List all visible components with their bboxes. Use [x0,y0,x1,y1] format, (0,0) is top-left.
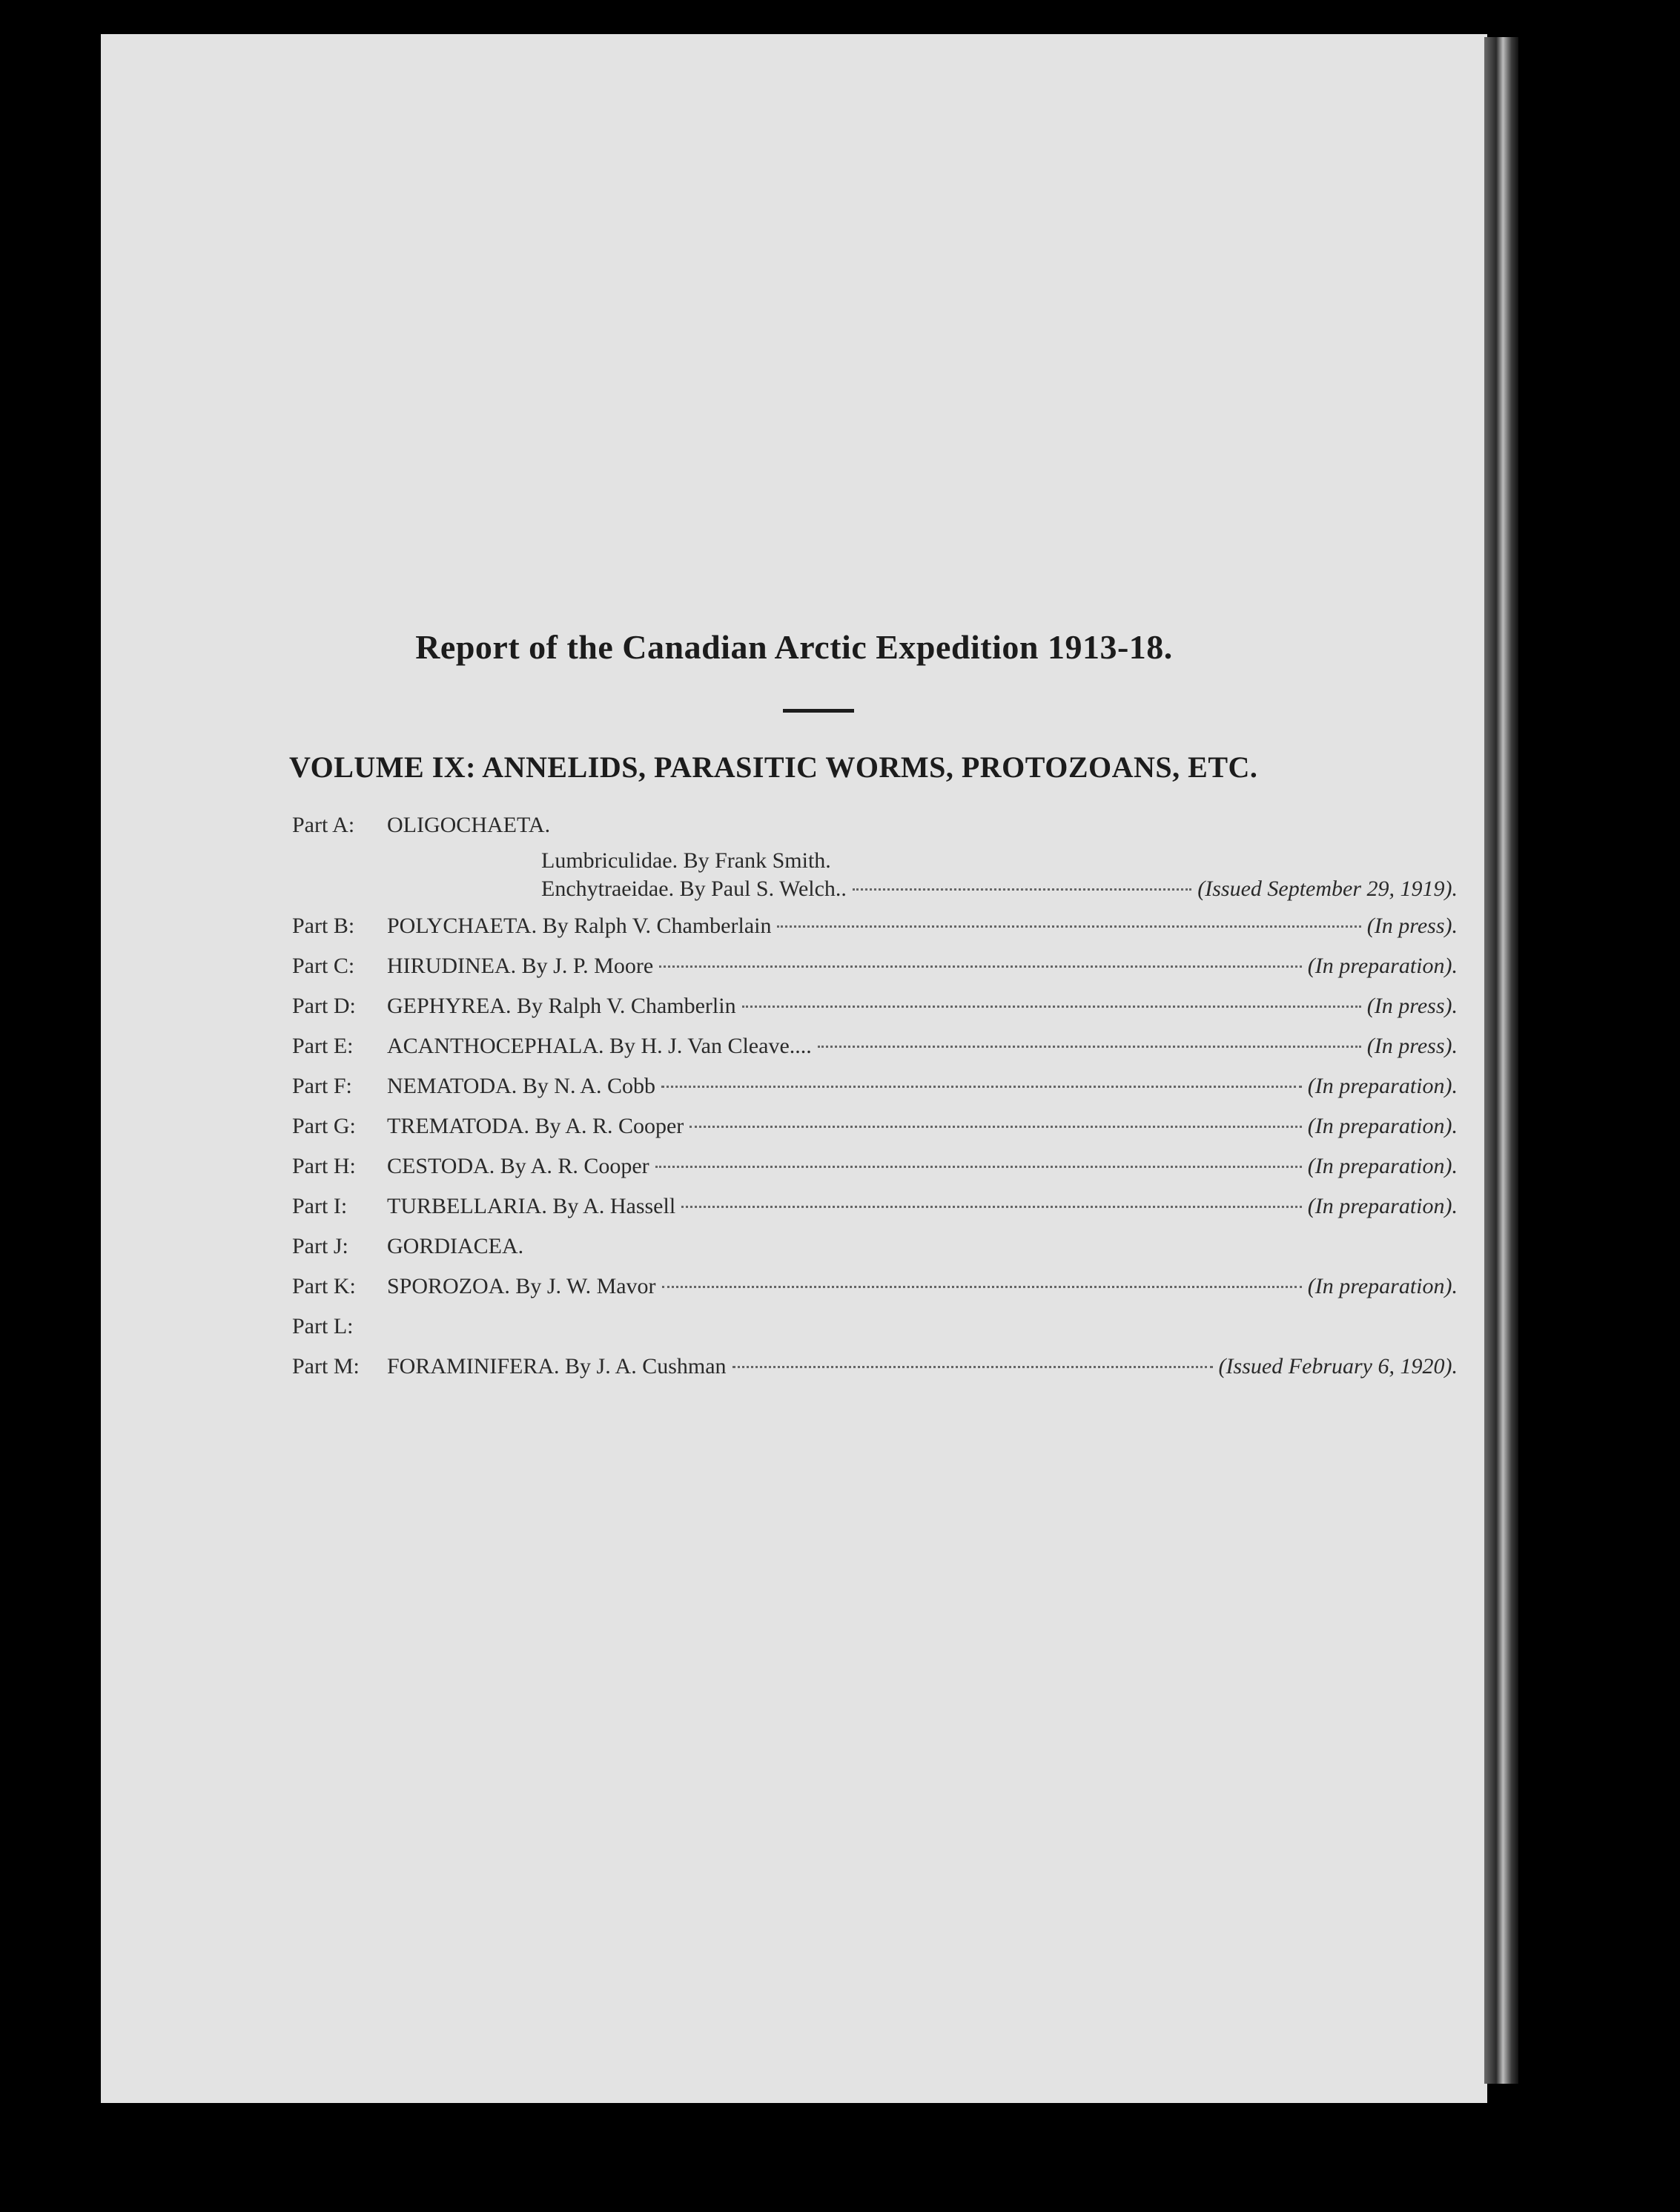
dot-leader [689,1126,1301,1128]
part-title: TREMATODA. By A. R. Cooper [387,1114,684,1138]
part-title: OLIGOCHAETA. [387,813,551,837]
part-title: GORDIACEA. [387,1234,524,1258]
dot-leader [777,925,1360,928]
part-title: HIRUDINEA. By J. P. Moore [387,954,654,978]
dot-leader [661,1086,1302,1088]
status-text: (In preparation). [1307,1154,1458,1178]
part-title: GEPHYREA. By Ralph V. Chamberlin [387,994,736,1018]
part-label: Part I: [292,1194,348,1218]
contents-list [292,813,1458,1394]
status-text: (In press). [1366,914,1458,938]
dot-leader [655,1166,1302,1168]
list-item-part-b [292,914,1458,954]
list-item-part-j [292,1234,1458,1274]
part-label: Part B: [292,914,355,938]
list-item-part-i [292,1194,1458,1234]
list-subitem [292,876,1458,914]
list-item-part-c [292,954,1458,994]
dot-leader [818,1046,1361,1048]
list-item-part-l [292,1314,1458,1354]
status-text: (Issued February 6, 1920). [1218,1354,1458,1379]
part-label: Part E: [292,1034,354,1058]
status-text: (Issued September 29, 1919). [1197,876,1458,901]
status-text: (In preparation). [1307,1114,1458,1138]
part-label: Part D: [292,994,356,1018]
list-subitem [292,848,1458,876]
volume-heading: VOLUME IX: ANNELIDS, PARASITIC WORMS, PROTOZOANS, ETC. [289,750,1258,784]
list-item-part-d [292,994,1458,1034]
list-item-part-a [292,813,1458,853]
part-label: Part K: [292,1274,356,1298]
list-item-part-k [292,1274,1458,1314]
title-rule [783,709,854,713]
list-item-part-h [292,1154,1458,1194]
dot-leader [853,888,1191,891]
status-text: (In preparation). [1307,1274,1458,1298]
document-page [101,34,1487,2103]
dot-leader [662,1286,1302,1288]
part-title: POLYCHAETA. By Ralph V. Chamberlain [387,914,772,938]
part-label: Part H: [292,1154,356,1178]
list-item-part-g [292,1114,1458,1154]
part-title: ACANTHOCEPHALA. By H. J. Van Cleave.... [387,1034,812,1058]
part-label: Part J: [292,1234,348,1258]
dot-leader [659,965,1302,968]
page-edge-shadow [1484,37,1518,2084]
part-label: Part F: [292,1074,352,1098]
part-label: Part C: [292,954,355,978]
status-text: (In press). [1366,1034,1458,1058]
part-label: Part G: [292,1114,356,1138]
dot-leader [732,1366,1213,1368]
part-label: Part A: [292,813,355,837]
dot-leader [742,1006,1361,1008]
dot-leader [681,1206,1302,1208]
list-item-part-f [292,1074,1458,1114]
part-title: CESTODA. By A. R. Cooper [387,1154,649,1178]
subitem-text: Enchytraeidae. By Paul S. Welch.. [541,876,847,901]
list-item-part-m [292,1354,1458,1394]
part-title: NEMATODA. By N. A. Cobb [387,1074,655,1098]
report-title: Report of the Canadian Arctic Expedition 1913-18. [415,628,1173,666]
part-title: SPOROZOA. By J. W. Mavor [387,1274,656,1298]
status-text: (In preparation). [1307,954,1458,978]
part-label: Part M: [292,1354,360,1379]
status-text: (In press). [1366,994,1458,1018]
subitem-text: Lumbriculidae. By Frank Smith. [541,848,831,873]
part-label: Part L: [292,1314,354,1338]
status-text: (In preparation). [1307,1194,1458,1218]
status-text: (In preparation). [1307,1074,1458,1098]
part-title: TURBELLARIA. By A. Hassell [387,1194,676,1218]
list-item-part-e [292,1034,1458,1074]
part-title: FORAMINIFERA. By J. A. Cushman [387,1354,727,1379]
